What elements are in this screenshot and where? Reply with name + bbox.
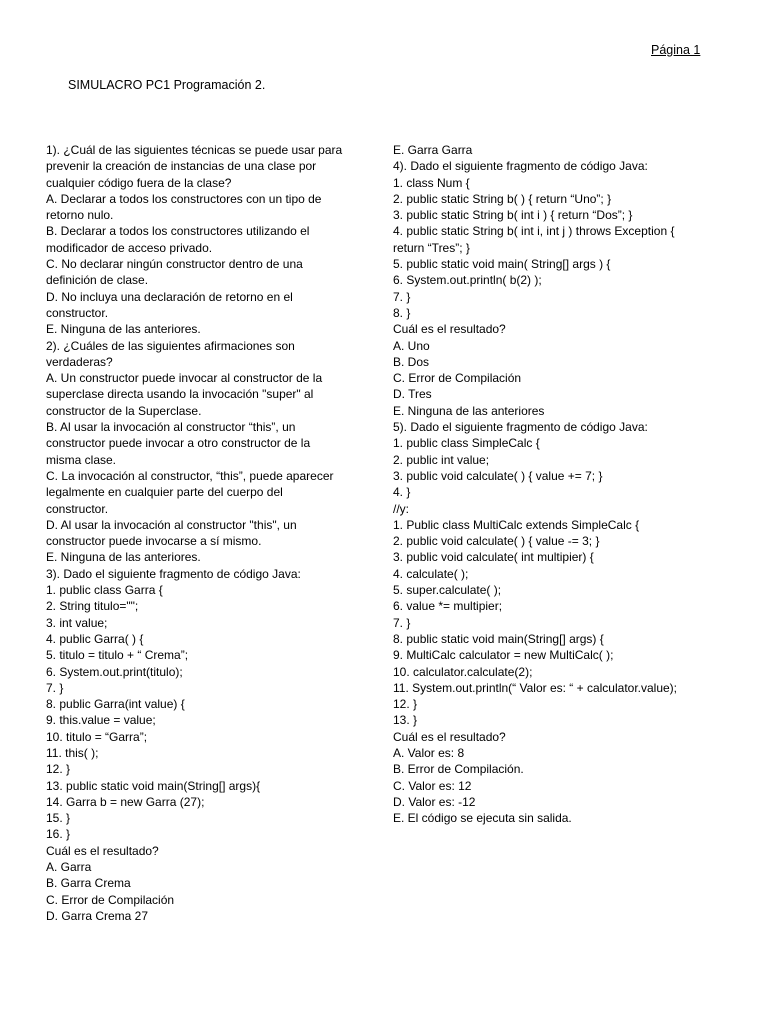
text-line: constructor puede invocarse a sí mismo. <box>46 534 262 549</box>
text-line: B. Error de Compilación. <box>393 762 524 777</box>
text-line: 9. this.value = value; <box>46 713 156 728</box>
text-line: 1. class Num { <box>393 175 470 190</box>
text-line: 11. System.out.println(“ Valor es: “ + calculator.value); <box>393 680 678 695</box>
text-line: Cuál es el resultado? <box>393 729 506 744</box>
text-line: 3. public void calculate( ) { value += 7; } <box>393 468 603 483</box>
text-line: 9. MultiCalc calculator = new MultiCalc( ); <box>393 648 614 663</box>
page-number: Página 1 <box>651 43 701 57</box>
text-line: D. Al usar la invocación al constructor "this", un <box>46 517 297 532</box>
text-line: 3. public void calculate( int multipier) { <box>393 550 594 565</box>
text-line: 1. Public class MultiCalc extends SimpleCalc { <box>393 517 640 532</box>
text-line: 7. } <box>46 680 64 695</box>
text-line: D. Tres <box>393 387 432 402</box>
text-line: misma clase. <box>46 452 117 467</box>
text-line: E. Garra Garra <box>393 143 473 157</box>
text-line: A. Valor es: 8 <box>393 745 465 760</box>
text-line: E. El código se ejecuta sin salida. <box>393 811 572 826</box>
text-line: constructor. <box>46 501 109 516</box>
text-line: 5. titulo = titulo + “ Crema”; <box>46 648 189 663</box>
text-line: 6. System.out.print(titulo); <box>46 664 183 679</box>
text-line: 4. public Garra( ) { <box>46 631 144 646</box>
text-line: prevenir la creación de instancias de una clase por <box>46 159 317 174</box>
text-line: A. Un constructor puede invocar al constructor de la <box>46 371 323 386</box>
text-line: 5. public static void main( String[] args ) { <box>393 257 611 272</box>
text-line: cualquier código fuera de la clase? <box>46 175 232 190</box>
text-line: B. Dos <box>393 354 430 369</box>
text-line: 10. titulo = “Garra”; <box>46 729 148 744</box>
text-line: legalmente en cualquier parte del cuerpo del <box>46 485 283 500</box>
text-line: D. Valor es: -12 <box>393 794 476 809</box>
text-line: 1). ¿Cuál de las siguientes técnicas se puede usar para <box>46 143 343 157</box>
text-line: A. Garra <box>46 860 92 875</box>
text-line: 11. this( ); <box>46 745 99 760</box>
text-line: 8. public Garra(int value) { <box>46 697 185 712</box>
text-line: 12. } <box>46 762 71 777</box>
text-line: superclase directa usando la invocación "super" al <box>46 387 314 402</box>
text-line: 3. int value; <box>46 615 108 630</box>
text-line: constructor. <box>46 305 109 320</box>
text-line: 8. public static void main(String[] args) { <box>393 631 604 646</box>
text-line: 3). Dado el siguiente fragmento de código Java: <box>46 566 301 581</box>
left-column <box>46 142 364 924</box>
text-line: 4. public static String b( int i, int j ) throws Exception { <box>393 224 675 239</box>
text-line: verdaderas? <box>46 354 113 369</box>
text-line: 14. Garra b = new Garra (27); <box>46 794 205 809</box>
text-line: C. Valor es: 12 <box>393 778 472 793</box>
text-line: E. Ninguna de las anteriores. <box>46 550 201 565</box>
text-line: 4). Dado el siguiente fragmento de código Java: <box>393 159 648 174</box>
text-line: D. Garra Crema 27 <box>46 908 149 923</box>
text-line: 7. } <box>393 289 411 304</box>
text-line: 1. public class Garra { <box>46 583 163 598</box>
text-line: constructor puede invocar a otro constructor de la <box>46 436 311 451</box>
text-line: C. No declarar ningún constructor dentro de una <box>46 257 303 272</box>
text-line: 2. String titulo=""; <box>46 599 139 614</box>
text-line: A. Declarar a todos los constructores con un tipo de <box>46 191 322 206</box>
text-line: 4. } <box>393 485 411 500</box>
text-line: B. Declarar a todos los constructores utilizando el <box>46 224 310 239</box>
text-line: E. Ninguna de las anteriores. <box>46 322 201 337</box>
text-line: return “Tres”; } <box>393 240 470 255</box>
text-line: 2. public int value; <box>393 452 490 467</box>
text-line: 13. public static void main(String[] args){ <box>46 778 261 793</box>
right-column <box>393 142 728 826</box>
text-line: 15. } <box>46 811 71 826</box>
text-line: 5. super.calculate( ); <box>393 583 502 598</box>
text-line: definición de clase. <box>46 273 149 288</box>
text-line: A. Uno <box>393 338 430 353</box>
text-line: 6. value *= multipier; <box>393 599 503 614</box>
text-line: 8. } <box>393 305 411 320</box>
text-line: constructor de la Superclase. <box>46 403 202 418</box>
document-title: SIMULACRO PC1 Programación 2. <box>68 78 266 92</box>
text-line: 16. } <box>46 827 71 842</box>
text-line: 2. public static String b( ) { return “Uno”; } <box>393 191 612 206</box>
text-line: 2. public void calculate( ) { value -= 3; } <box>393 534 600 549</box>
text-line: 5). Dado el siguiente fragmento de código Java: <box>393 420 648 435</box>
text-line: 4. calculate( ); <box>393 566 469 581</box>
text-line: B. Garra Crema <box>46 876 131 891</box>
text-line: 2). ¿Cuáles de las siguientes afirmaciones son <box>46 338 295 353</box>
text-line: D. No incluya una declaración de retorno en el <box>46 289 293 304</box>
text-line: 10. calculator.calculate(2); <box>393 664 533 679</box>
text-line: Cuál es el resultado? <box>393 322 506 337</box>
text-line: Cuál es el resultado? <box>46 843 159 858</box>
text-line: C. Error de Compilación <box>46 892 175 907</box>
text-line: 6. System.out.println( b(2) ); <box>393 273 542 288</box>
text-line: 7. } <box>393 615 411 630</box>
text-line: C. La invocación al constructor, “this”, puede aparecer <box>46 468 334 483</box>
text-line: C. Error de Compilación <box>393 371 522 386</box>
text-line: //y: <box>393 501 410 516</box>
text-line: modificador de acceso privado. <box>46 240 213 255</box>
text-line: B. Al usar la invocación al constructor “this”, un <box>46 420 296 435</box>
text-line: 3. public static String b( int i ) { return “Dos”; } <box>393 208 633 223</box>
text-line: retorno nulo. <box>46 208 114 223</box>
text-line: 1. public class SimpleCalc { <box>393 436 540 451</box>
text-line: 13. } <box>393 713 418 728</box>
text-line: 12. } <box>393 697 418 712</box>
text-line: E. Ninguna de las anteriores <box>393 403 545 418</box>
